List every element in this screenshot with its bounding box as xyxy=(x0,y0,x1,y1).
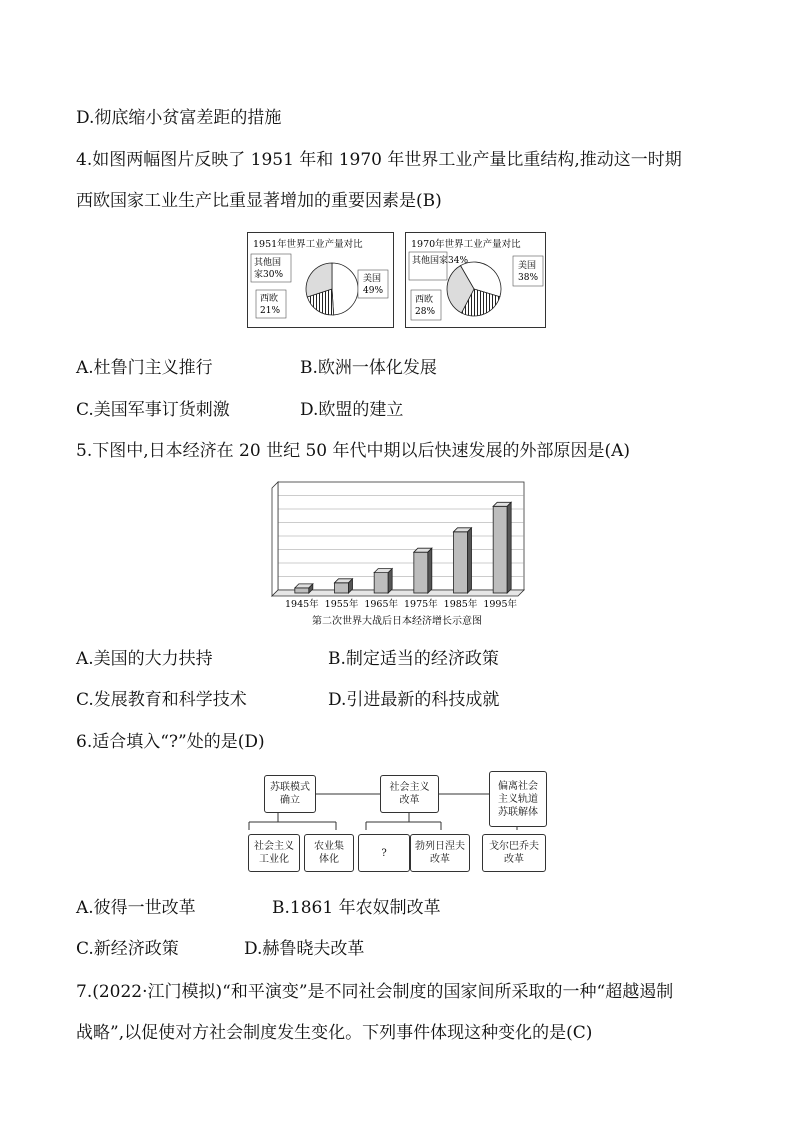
q5-option-a: A.美国的大力扶持 xyxy=(76,649,213,669)
q7-stem-line2: 战略”,以促使对方社会制度发生变化。下列事件体现这种变化的是(C) xyxy=(76,1023,593,1043)
pie-1951-label-us: 美国 49% xyxy=(363,274,384,296)
pie-1970-title: 1970年世界工业产量对比 xyxy=(411,239,521,250)
bar-1945年 xyxy=(295,584,313,593)
bar-chart-title: 第二次世界大战后日本经济增长示意图 xyxy=(312,616,482,627)
q4-option-a: A.杜鲁门主义推行 xyxy=(76,358,213,378)
q5-stem: 5.下图中,日本经济在 20 世纪 50 年代中期以后快速发展的外部原因是(A) xyxy=(76,441,631,461)
diagram-box-soviet-model: 苏联模式 确立 xyxy=(264,775,316,813)
bar-tick-label: 1945年 xyxy=(284,599,319,610)
bar-1975年 xyxy=(414,548,432,593)
diagram-box-deviation: 偏离社会 主义轨道 苏联解体 xyxy=(489,771,547,827)
diagram-box-brezhnev-reform: 勃列日涅夫 改革 xyxy=(410,834,470,872)
diagram-box-gorbachev-reform: 戈尔巴乔夫 改革 xyxy=(482,834,546,872)
q6-option-b: B.1861 年农奴制改革 xyxy=(272,898,441,918)
bar-1985年 xyxy=(454,528,472,593)
diagram-box-collectivization: 农业集 体化 xyxy=(304,834,354,872)
bar-tick-label: 1965年 xyxy=(364,599,399,610)
pie-1951-label-other: 其他国家30% xyxy=(254,258,284,280)
pie-chart-1970 xyxy=(405,232,546,328)
q4-option-d: D.欧盟的建立 xyxy=(300,400,404,420)
bar-tick-label: 1995年 xyxy=(483,599,518,610)
q5-option-c: C.发展教育和科学技术 xyxy=(76,690,247,710)
diagram-box-socialist-reform: 社会主义 改革 xyxy=(380,775,439,813)
bar-1995年 xyxy=(493,502,511,593)
q3-option-d: D.彻底缩小贫富差距的措施 xyxy=(76,108,282,128)
q4-stem-line2: 西欧国家工业生产比重显著增加的重要因素是(B) xyxy=(76,191,442,211)
q6-flow-diagram xyxy=(246,768,548,874)
q4-stem-line1: 4.如图两幅图片反映了 1951 年和 1970 年世界工业产量比重结构,推动这一时期 xyxy=(76,150,682,170)
bar-tick-label: 1985年 xyxy=(443,599,478,610)
bar-tick-label: 1975年 xyxy=(403,599,438,610)
bar-1955年 xyxy=(335,579,353,593)
q5-option-b: B.制定适当的经济政策 xyxy=(328,649,499,669)
q7-stem-line1: 7.(2022·江门模拟)“和平演变”是不同社会制度的国家间所采取的一种“超越遏制 xyxy=(76,982,674,1002)
q6-option-a: A.彼得一世改革 xyxy=(76,898,196,918)
q4-option-c: C.美国军事订货刺激 xyxy=(76,400,230,420)
q5-option-d: D.引进最新的科技成就 xyxy=(328,690,500,710)
bar-1965年 xyxy=(374,569,392,593)
diagram-box-question-mark: ? xyxy=(358,834,410,872)
pie-chart-1951 xyxy=(247,232,394,328)
pie-1970-label-other: 其他国家34% xyxy=(412,256,469,266)
q6-stem: 6.适合填入“?”处的是(D) xyxy=(76,732,265,752)
q6-option-c: C.新经济政策 xyxy=(76,939,179,959)
diagram-box-industrialization: 社会主义 工业化 xyxy=(248,834,300,872)
bar-chart-frame xyxy=(272,482,524,596)
pie-1970-label-us: 美国 38% xyxy=(518,261,539,283)
pie-1970-label-weu: 西欧 28% xyxy=(415,295,436,317)
q4-option-b: B.欧洲一体化发展 xyxy=(300,358,437,378)
bar-chart-japan-economy xyxy=(264,478,530,628)
bar-tick-label: 1955年 xyxy=(324,599,359,610)
pie-1951-label-weu: 西欧 21% xyxy=(260,294,281,316)
q6-option-d: D.赫鲁晓夫改革 xyxy=(244,939,365,959)
pie-1951-title: 1951年世界工业产量对比 xyxy=(253,239,363,250)
pie-1951-slices xyxy=(306,263,358,315)
bar-chart-tick-labels xyxy=(285,598,518,610)
pie-1970-slices xyxy=(447,262,501,316)
